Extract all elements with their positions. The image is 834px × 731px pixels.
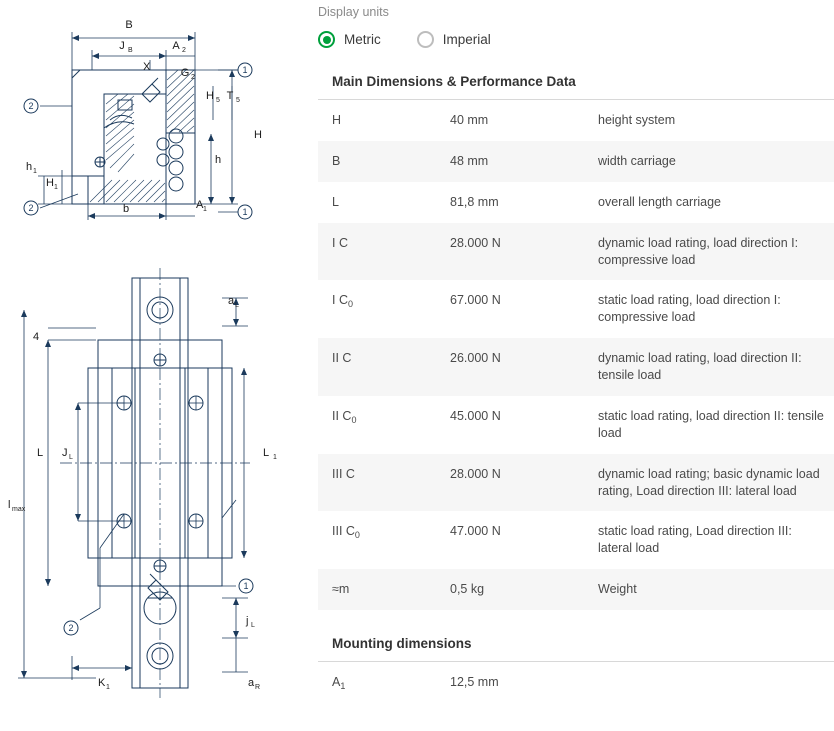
table-row — [318, 454, 834, 512]
svg-text:T: T — [226, 90, 234, 102]
svg-text:1: 1 — [54, 184, 58, 191]
row-symbol: L — [332, 194, 339, 209]
section-spacer — [318, 610, 834, 636]
svg-text:a: a — [228, 295, 235, 307]
row-value: 0,5 kg — [436, 569, 584, 610]
svg-text:2: 2 — [191, 74, 195, 81]
svg-text:h: h — [26, 161, 33, 173]
svg-text:H: H — [254, 129, 262, 141]
table-row — [318, 182, 834, 223]
row-symbol: $A_1$ — [332, 675, 346, 691]
table-row — [318, 569, 834, 610]
radio-option-metric[interactable] — [318, 31, 381, 48]
svg-text:L: L — [36, 447, 44, 459]
svg-text:1: 1 — [33, 168, 37, 175]
row-symbol: B — [318, 141, 436, 182]
specifications-panel — [300, 0, 834, 731]
row-description: dynamic load rating; basic dynamic load rating, Load direction III: lateral load — [584, 454, 834, 512]
row-description: static load rating, load direction I: compressive load — [598, 293, 781, 325]
row-value: 28.000 N — [436, 454, 584, 512]
svg-text:5: 5 — [216, 97, 220, 104]
svg-text:4: 4 — [32, 331, 40, 343]
technical-drawings — [0, 0, 300, 731]
row-value: 67.000 N — [450, 293, 501, 308]
row-description — [584, 662, 834, 703]
row-value: 47.000 N — [450, 524, 501, 539]
svg-text:2: 2 — [28, 101, 34, 111]
display-units-label: Display units — [318, 5, 389, 19]
mounting-dimensions-section-title: Mounting dimensions — [318, 636, 834, 662]
table-row — [318, 223, 834, 281]
row-value: 45.000 N — [450, 408, 501, 423]
svg-text:1: 1 — [106, 684, 110, 691]
row-symbol: ≈m — [318, 569, 436, 610]
row-value: 40 mm — [450, 113, 489, 127]
row-description: Weight — [584, 569, 834, 610]
svg-text:1: 1 — [203, 206, 207, 213]
display-units-radio-group[interactable] — [318, 31, 834, 48]
svg-text:5: 5 — [236, 97, 240, 104]
table-row — [318, 338, 834, 396]
main-dimensions-table — [318, 100, 834, 610]
svg-text:2: 2 — [28, 203, 34, 213]
mounting-dimensions-table — [318, 662, 834, 703]
svg-text:H: H — [46, 177, 54, 189]
cross-section-drawing — [0, 8, 300, 240]
table-row — [318, 100, 834, 141]
svg-text:1: 1 — [243, 581, 249, 591]
row-value: 28.000 N — [436, 223, 584, 281]
svg-text:K: K — [98, 677, 106, 689]
svg-text:B: B — [128, 47, 133, 54]
row-symbol: III C — [318, 454, 436, 512]
main-dimensions-section-title: Main Dimensions & Performance Data — [318, 74, 834, 100]
radio-metric-label: Metric — [344, 32, 381, 47]
row-description: height system — [598, 113, 676, 127]
svg-text:2: 2 — [182, 47, 186, 54]
svg-text:L: L — [251, 622, 255, 629]
row-value: 81,8 mm — [450, 194, 499, 209]
row-value: 48 mm — [436, 141, 584, 182]
row-description: static load rating, load direction II: tensile load — [598, 408, 824, 440]
table-row — [318, 511, 834, 569]
row-symbol: I C — [318, 223, 436, 281]
radio-option-imperial[interactable] — [417, 31, 491, 48]
svg-text:R: R — [255, 684, 261, 691]
row-symbol: II C — [318, 338, 436, 396]
row-description: static load rating, Load direction III: lateral load — [598, 524, 792, 556]
row-symbol: III $C_0$ — [332, 524, 360, 541]
svg-text:L: L — [69, 454, 73, 461]
row-description: dynamic load rating, load direction II: tensile load — [584, 338, 834, 396]
svg-text:1: 1 — [242, 207, 248, 217]
svg-text:b: b — [122, 203, 130, 215]
svg-text:J: J — [62, 447, 68, 459]
table-row — [318, 662, 834, 703]
radio-metric-indicator[interactable] — [318, 31, 335, 48]
svg-text:H: H — [206, 90, 214, 102]
svg-text:X: X — [143, 61, 151, 73]
svg-text:L: L — [262, 447, 270, 459]
svg-text:J: J — [119, 40, 125, 52]
svg-text:A: A — [172, 40, 180, 52]
row-value: 12,5 mm — [450, 675, 499, 689]
radio-imperial-label: Imperial — [442, 32, 491, 47]
table-row — [318, 141, 834, 182]
row-symbol: I $C_0$ — [332, 293, 353, 310]
svg-text:G: G — [180, 67, 190, 79]
svg-text:1: 1 — [273, 454, 277, 461]
table-row — [318, 280, 834, 338]
svg-text:L: L — [235, 302, 239, 309]
row-symbol: H — [332, 113, 342, 127]
row-value: 26.000 N — [436, 338, 584, 396]
svg-text:A: A — [196, 199, 204, 211]
plan-view-drawing — [0, 268, 300, 698]
svg-text:2: 2 — [68, 623, 74, 633]
radio-imperial-indicator[interactable] — [417, 31, 434, 48]
svg-text:a: a — [248, 677, 255, 689]
row-description: width carriage — [584, 141, 834, 182]
svg-text:h: h — [214, 154, 222, 166]
svg-text:l: l — [8, 499, 11, 511]
svg-text:j: j — [246, 615, 249, 627]
row-description: dynamic load rating, load direction I: compressive load — [584, 223, 834, 281]
svg-text:1: 1 — [242, 65, 248, 75]
svg-text:B: B — [125, 19, 133, 31]
svg-text:max: max — [12, 506, 26, 513]
table-row — [318, 396, 834, 454]
row-description: overall length carriage — [598, 194, 721, 209]
row-symbol: II $C_0$ — [332, 408, 357, 425]
